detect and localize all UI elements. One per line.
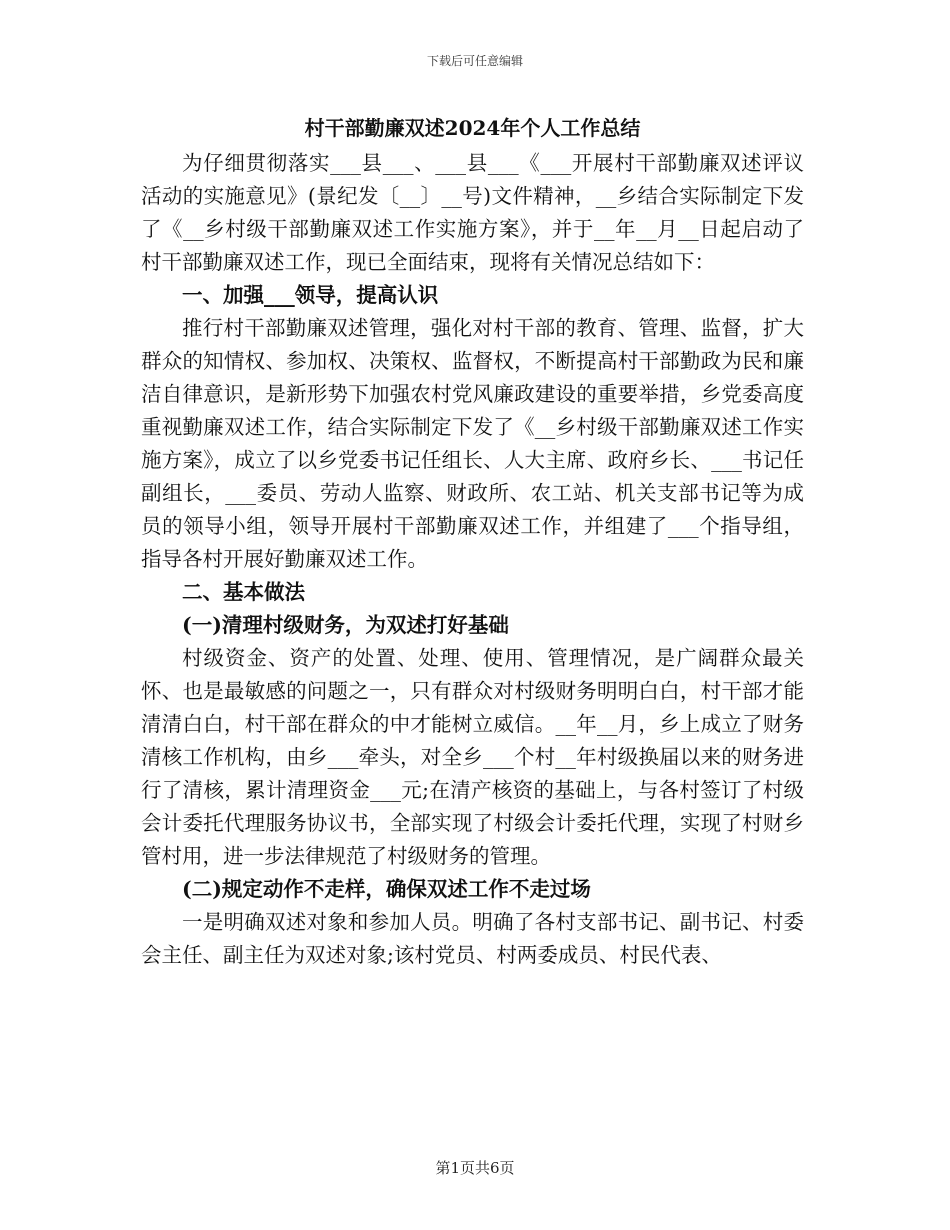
document-title: 村干部勤廉双述2024年个人工作总结 — [304, 116, 641, 140]
paragraph-intro: 为仔细贯彻落实___县___、___县___《___开展村干部勤廉双述评议活动的实施意见》(景纪发〔__〕__号)文件精神，__乡结合实际制定下发了《__乡村级干部勤廉双述工作实施方案》，并于__年__月__日起启动了村干部勤廉双述工作，现已全面结束，现将有关情况总结如下： — [141, 151, 804, 274]
section-heading-1: 一、加强___领导，提高认识 — [182, 283, 439, 307]
paragraph-objects: 一是明确双述对象和参加人员。明确了各村支部书记、副书记、村委会主任、副主任为双述对象;该村党员、村两委成员、村民代表、 — [141, 910, 804, 967]
document-body — [141, 112, 804, 972]
header-note: 下载后可任意编辑 — [426, 54, 523, 68]
page-number: 第1页共6页 — [435, 1159, 515, 1177]
paragraph-leadership: 推行村干部勤廉双述管理，强化对村干部的教育、管理、监督，扩大群众的知情权、参加权、决策权、监督权，不断提高村干部勤政为民和廉洁自律意识，是新形势下加强农村党风廉政建设的重要举措，乡党委高度重视勤廉双述工作，结合实际制定下发了《__乡村级干部勤廉双述工作实施方案》，成立了以乡党委书记任组长、人大主席、政府乡长、___书记任副组长，___委员、劳动人监察、财政所、农工站、机关支部书记等为成员的领导小组，领导开展村干部勤廉双述工作，并组建了___个指导组，指导各村开展好勤廉双述工作。 — [141, 316, 804, 571]
paragraph-finance: 村级资金、资产的处置、处理、使用、管理情况，是广阔群众最关怀、也是最敏感的问题之一，只有群众对村级财务明明白白，村干部才能清清白白，村干部在群众的中才能树立威信。__年__月，乡上成立了财务清核工作机构，由乡___牵头，对全乡___个村__年村级换届以来的财务进行了清核，累计清理资金___元;在清产核资的基础上，与各村签订了村级会计委托代理服务协议书，全部实现了村级会计委托代理，实现了村财乡管村用，进一步法律规范了村级财务的管理。 — [141, 646, 804, 868]
section-heading-2: 二、基本做法 — [182, 580, 305, 604]
subsection-heading-1: (一)清理村级财务，为双述打好基础 — [182, 613, 509, 637]
subsection-heading-2: (二)规定动作不走样，确保双述工作不走过场 — [182, 877, 591, 901]
